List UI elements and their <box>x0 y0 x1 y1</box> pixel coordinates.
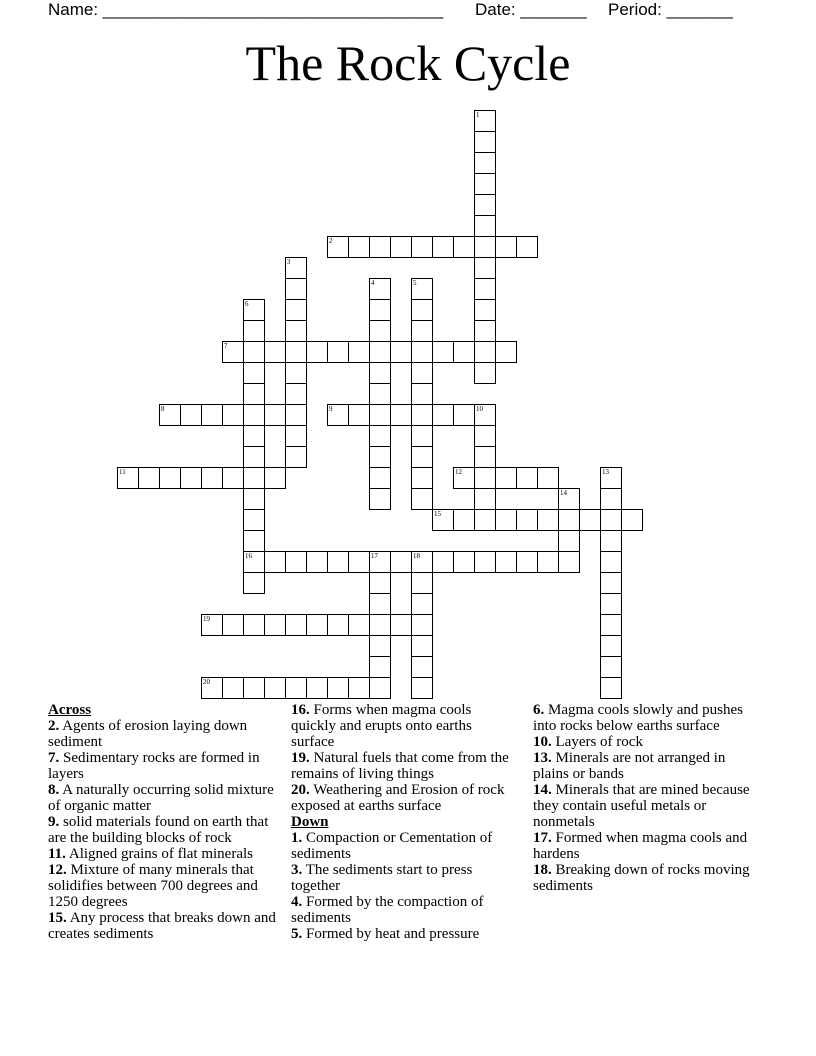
grid-cell[interactable] <box>285 551 307 573</box>
grid-cell[interactable] <box>474 446 496 468</box>
grid-cell[interactable] <box>222 677 244 699</box>
clue-column-3 <box>533 702 763 894</box>
page-title: The Rock Cycle <box>245 35 571 91</box>
grid-cell[interactable] <box>285 278 307 300</box>
grid-cell[interactable] <box>306 677 328 699</box>
grid-cell[interactable] <box>474 299 496 321</box>
period-field[interactable]: Period: _______ <box>608 0 733 19</box>
grid-cell[interactable] <box>369 614 391 636</box>
clue-number-label: 20 <box>203 678 210 686</box>
clue-number-label: 13 <box>602 468 609 476</box>
grid-cell[interactable] <box>474 551 496 573</box>
grid-cell[interactable] <box>243 572 265 594</box>
grid-cell[interactable] <box>348 341 370 363</box>
clue-number-label: 19 <box>203 615 210 623</box>
grid-cell[interactable] <box>411 572 433 594</box>
grid-cell[interactable] <box>201 404 223 426</box>
grid-cell[interactable] <box>369 404 391 426</box>
grid-cell[interactable] <box>390 236 412 258</box>
grid-cell[interactable] <box>474 131 496 153</box>
grid-cell[interactable] <box>600 593 622 615</box>
name-field[interactable]: Name: ____________________________________ <box>48 0 444 19</box>
clue-across-7: 7. Sedimentary rocks are formed in layers <box>48 750 260 782</box>
grid-cell[interactable] <box>411 446 433 468</box>
grid-cell[interactable] <box>243 362 265 384</box>
grid-cell[interactable] <box>327 341 349 363</box>
clue-number-label: 7 <box>224 342 228 350</box>
grid-cell[interactable] <box>285 299 307 321</box>
grid-cell[interactable] <box>474 194 496 216</box>
grid-cell[interactable] <box>516 236 538 258</box>
clue-across-8: 8. A naturally occurring solid mixture of organic matter <box>48 782 274 814</box>
grid-cell[interactable] <box>264 341 286 363</box>
clue-number-label: 14 <box>560 489 567 497</box>
clue-down-3: 3. The sediments start to press together <box>291 862 473 894</box>
grid-cell[interactable] <box>390 404 412 426</box>
grid-cell[interactable] <box>369 320 391 342</box>
grid-cell[interactable] <box>180 404 202 426</box>
clue-number-label: 16 <box>245 552 252 560</box>
grid-cell[interactable] <box>285 425 307 447</box>
grid-cell[interactable] <box>621 509 643 531</box>
grid-cell[interactable] <box>327 614 349 636</box>
grid-cell[interactable] <box>264 467 286 489</box>
grid-cell[interactable] <box>600 488 622 510</box>
clue-number-label: 15 <box>434 510 441 518</box>
grid-cell[interactable] <box>495 551 517 573</box>
grid-cell[interactable] <box>411 656 433 678</box>
grid-cell[interactable] <box>411 635 433 657</box>
grid-cell[interactable] <box>243 320 265 342</box>
grid-cell[interactable] <box>243 614 265 636</box>
clue-number-label: 11 <box>119 468 126 476</box>
clue-down-1: 1. Compaction or Cementation of sediments <box>291 830 493 862</box>
grid-cell[interactable] <box>474 215 496 237</box>
grid-cell[interactable] <box>390 614 412 636</box>
grid-cell[interactable] <box>432 551 454 573</box>
grid-cell[interactable] <box>432 236 454 258</box>
clue-across-20: 20. Weathering and Erosion of rock exposed at earths surface <box>291 782 505 814</box>
grid-cell[interactable] <box>348 404 370 426</box>
clue-across-11: 11. Aligned grains of flat minerals <box>48 846 253 862</box>
grid-cell[interactable] <box>243 446 265 468</box>
grid-cell[interactable] <box>411 488 433 510</box>
grid-cell[interactable] <box>474 341 496 363</box>
grid-cell[interactable] <box>600 509 622 531</box>
grid-cell[interactable] <box>285 614 307 636</box>
grid-cell[interactable] <box>411 383 433 405</box>
grid-cell[interactable] <box>432 341 454 363</box>
grid-cell[interactable] <box>138 467 160 489</box>
grid-cell[interactable] <box>285 677 307 699</box>
grid-cell[interactable] <box>201 467 223 489</box>
grid-cell[interactable] <box>411 425 433 447</box>
grid-cell[interactable] <box>285 362 307 384</box>
grid-cell[interactable] <box>411 677 433 699</box>
grid-cell[interactable] <box>243 404 265 426</box>
grid-cell[interactable] <box>411 593 433 615</box>
grid-cell[interactable] <box>243 467 265 489</box>
grid-cell[interactable] <box>243 677 265 699</box>
grid-cell[interactable] <box>600 614 622 636</box>
clue-down-6: 6. Magma cools slowly and pushes into rocks below earths surface <box>533 702 743 734</box>
grid-cell[interactable] <box>243 488 265 510</box>
grid-cell[interactable] <box>159 467 181 489</box>
grid-cell[interactable] <box>264 404 286 426</box>
clue-down-14: 14. Minerals that are mined because they contain useful metals or nonmetals <box>533 782 750 830</box>
grid-cell[interactable] <box>474 425 496 447</box>
grid-cell[interactable] <box>306 614 328 636</box>
grid-cell[interactable] <box>516 467 538 489</box>
clue-down-4: 4. Formed by the compaction of sediments <box>291 894 484 926</box>
date-field[interactable]: Date: _______ <box>475 0 587 19</box>
grid-cell[interactable] <box>411 341 433 363</box>
grid-cell[interactable] <box>243 383 265 405</box>
grid-cell[interactable] <box>600 677 622 699</box>
grid-cell[interactable] <box>537 551 559 573</box>
grid-cell[interactable] <box>453 341 475 363</box>
grid-cell[interactable] <box>600 572 622 594</box>
grid-cell[interactable] <box>180 467 202 489</box>
grid-cell[interactable] <box>495 509 517 531</box>
clue-down-18: 18. Breaking down of rocks moving sediments <box>533 862 750 894</box>
grid-cell[interactable] <box>243 425 265 447</box>
across-heading: Across <box>48 702 92 718</box>
grid-cell[interactable] <box>516 509 538 531</box>
grid-cell[interactable] <box>285 383 307 405</box>
clue-number-label: 5 <box>413 279 417 287</box>
grid-cell[interactable] <box>558 509 580 531</box>
grid-cell[interactable] <box>474 320 496 342</box>
grid-cell[interactable] <box>411 362 433 384</box>
grid-cell[interactable] <box>327 551 349 573</box>
clue-number-label: 10 <box>476 405 483 413</box>
grid-cell[interactable] <box>600 551 622 573</box>
grid-cell[interactable] <box>369 656 391 678</box>
clue-number-label: 17 <box>371 552 378 560</box>
grid-cell[interactable] <box>285 446 307 468</box>
grid-cell[interactable] <box>369 425 391 447</box>
clue-column-2 <box>291 702 516 942</box>
clue-across-9: 9. solid materials found on earth that are the building blocks of rock <box>48 814 269 846</box>
clue-number-label: 12 <box>455 468 462 476</box>
grid-cell[interactable] <box>474 467 496 489</box>
clue-column-1 <box>48 702 278 942</box>
grid-cell[interactable] <box>348 236 370 258</box>
grid-cell[interactable] <box>369 383 391 405</box>
grid-cell[interactable] <box>453 551 475 573</box>
grid-cell[interactable] <box>474 152 496 174</box>
clue-across-19: 19. Natural fuels that come from the remains of living things <box>291 750 509 782</box>
grid-cell[interactable] <box>243 530 265 552</box>
grid-cell[interactable] <box>285 320 307 342</box>
grid-cell[interactable] <box>222 404 244 426</box>
grid-cell[interactable] <box>285 404 307 426</box>
grid-cell[interactable] <box>579 509 601 531</box>
grid-cell[interactable] <box>369 299 391 321</box>
grid-cell[interactable] <box>474 236 496 258</box>
grid-cell[interactable] <box>369 236 391 258</box>
clue-number-label: 6 <box>245 300 249 308</box>
grid-cell[interactable] <box>558 530 580 552</box>
grid-cell[interactable] <box>600 656 622 678</box>
grid-cell[interactable] <box>369 488 391 510</box>
clue-number-label: 2 <box>329 237 333 245</box>
grid-cell[interactable] <box>369 446 391 468</box>
grid-cell[interactable] <box>327 677 349 699</box>
clue-number-label: 8 <box>161 405 165 413</box>
clue-number-label: 9 <box>329 405 333 413</box>
grid-cell[interactable] <box>474 257 496 279</box>
clue-down-17: 17. Formed when magma cools and hardens <box>533 830 748 862</box>
grid-cell[interactable] <box>348 677 370 699</box>
clue-down-10: 10. Layers of rock <box>533 734 643 750</box>
grid-cell[interactable] <box>474 278 496 300</box>
grid-cell[interactable] <box>453 509 475 531</box>
grid-cell[interactable] <box>369 467 391 489</box>
grid-cell[interactable] <box>474 173 496 195</box>
grid-cell[interactable] <box>306 551 328 573</box>
grid-cell[interactable] <box>369 677 391 699</box>
clue-number-label: 4 <box>371 279 375 287</box>
grid-cell[interactable] <box>495 236 517 258</box>
grid-cell[interactable] <box>411 467 433 489</box>
clue-across-15: 15. Any process that breaks down and creates sediments <box>48 910 276 942</box>
grid-cell[interactable] <box>474 509 496 531</box>
clue-number-label: 3 <box>287 258 291 266</box>
grid-cell[interactable] <box>264 677 286 699</box>
grid-cell[interactable] <box>243 341 265 363</box>
grid-cell[interactable] <box>411 320 433 342</box>
grid-cell[interactable] <box>516 551 538 573</box>
grid-cell[interactable] <box>453 236 475 258</box>
grid-cell[interactable] <box>600 530 622 552</box>
grid-cell[interactable] <box>558 551 580 573</box>
grid-cell[interactable] <box>264 614 286 636</box>
grid-cell[interactable] <box>600 635 622 657</box>
grid-cell[interactable] <box>411 404 433 426</box>
clue-number-label: 1 <box>476 111 480 119</box>
grid-cell[interactable] <box>369 362 391 384</box>
grid-cell[interactable] <box>369 572 391 594</box>
clue-down-5: 5. Formed by heat and pressure <box>291 926 480 942</box>
grid-cell[interactable] <box>369 635 391 657</box>
grid-cell[interactable] <box>369 341 391 363</box>
grid-cell[interactable] <box>222 467 244 489</box>
grid-cell[interactable] <box>453 404 475 426</box>
grid-cell[interactable] <box>411 299 433 321</box>
clue-down-13: 13. Minerals are not arranged in plains or bands <box>533 750 726 782</box>
grid-cell[interactable] <box>411 236 433 258</box>
grid-cell[interactable] <box>411 614 433 636</box>
down-heading: Down <box>291 814 329 830</box>
grid-cell[interactable] <box>474 362 496 384</box>
grid-cell[interactable] <box>264 551 286 573</box>
clue-across-12: 12. Mixture of many minerals that solidifies between 700 degrees and 1250 degrees <box>48 862 258 910</box>
grid-cell[interactable] <box>495 467 517 489</box>
grid-cell[interactable] <box>348 551 370 573</box>
grid-cell[interactable] <box>222 614 244 636</box>
clue-across-2: 2. Agents of erosion laying down sediment <box>48 718 248 750</box>
grid-cell[interactable] <box>390 551 412 573</box>
grid-cell[interactable] <box>537 509 559 531</box>
clue-across-16: 16. Forms when magma cools quickly and erupts onto earths surface <box>291 702 472 750</box>
grid-cell[interactable] <box>432 404 454 426</box>
grid-cell[interactable] <box>285 341 307 363</box>
grid-cell[interactable] <box>306 341 328 363</box>
grid-cell[interactable] <box>474 488 496 510</box>
grid-cell[interactable] <box>495 341 517 363</box>
grid-cell[interactable] <box>243 509 265 531</box>
grid-cell[interactable] <box>390 341 412 363</box>
clue-number-label: 18 <box>413 552 420 560</box>
grid-cell[interactable] <box>369 593 391 615</box>
grid-cell[interactable] <box>537 467 559 489</box>
grid-cell[interactable] <box>348 614 370 636</box>
